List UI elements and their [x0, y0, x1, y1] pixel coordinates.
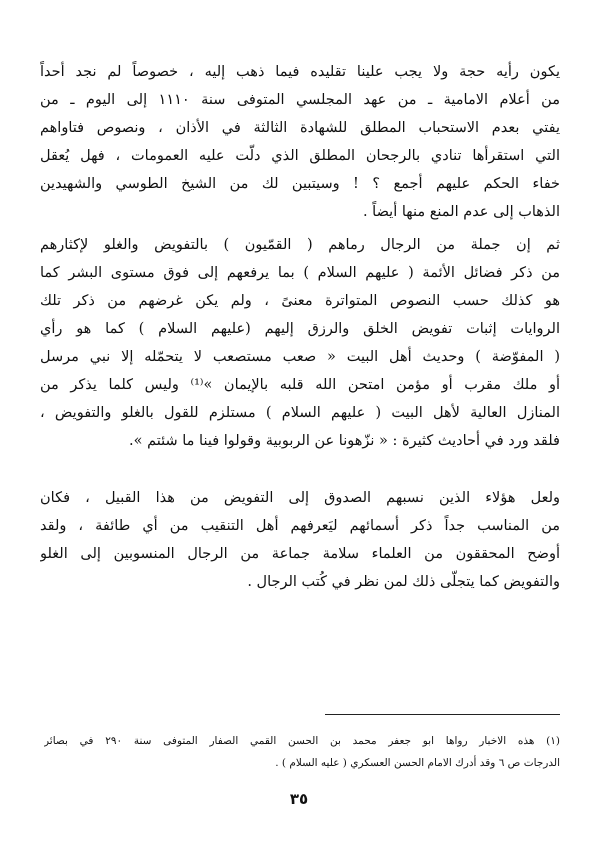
text-line: ( المفوّضة ) وحديث أهل البيت « صعب مستصعب لا يتحمّله إلا نبي مرسل: [40, 349, 560, 365]
text-line: أوضح المحققون من العلماء سلامة جماعة من الرجال المنسوبين إلى الغلو: [40, 546, 560, 562]
text-line: من أعلام الامامية ـ من عهد المجلسي المتوفى سنة ١١١٠ إلى اليوم ـ من: [40, 92, 560, 108]
text-line: الذهاب إلى عدم المنع منها أيضاً .: [362, 204, 560, 220]
text-line: خفاء الحكم عليهم أجمع ؟ ! وسيتبين لك من الشيخ الطوسي والشهيدين: [40, 176, 560, 192]
footnote-line: (١) هذه الاخبار رواها ابو جعفر محمد بن الحسن القمي الصفار المتوفى سنة ٢٩٠ في بصائر: [44, 735, 560, 747]
text-line: هو كذلك حسب النصوص المتواترة معنىً ، ولم يكن غرضهم من ذكر تلك: [40, 293, 560, 309]
page-number: ٣٥: [289, 790, 309, 808]
text-line: يفتي بعدم الاستحباب المطلق للشهادة الثالثة في الأذان ، ونصوص فتاواهم: [40, 120, 560, 136]
footnote: [44, 730, 560, 774]
paragraph-1: [40, 58, 560, 226]
paragraph-3: [40, 484, 560, 596]
text-line: فلقد ورد في أحاديث كثيرة : « نزّهونا عن الربوبية وقولوا فينا ما شئتم ».: [129, 433, 560, 449]
text-line: من المناسب جداً ذكر أسمائهم ليَعرفهم أهل التنقيب من أي طائفة ، ولقد: [40, 518, 560, 534]
text-line: ثم إن جملة من الرجال رماهم ( القمّيون ) بالتفويض والغلو لإكثارهم: [40, 237, 560, 253]
paragraph-2: [40, 231, 560, 455]
text-line: التي استقرأها تنادي بالرجحان المطلق الذي دلّت عليه العمومات ، فهل يُعقل: [40, 148, 560, 164]
text-line: والتفويض كما يتجلّى ذلك لمن نظر في كُتب الرجال .: [247, 574, 560, 590]
footnote-divider: [325, 714, 560, 715]
text-line: أو ملك مقرب أو مؤمن امتحن الله قلبه بالإيمان »⁽¹⁾ وليس كلما يذكر من: [40, 377, 560, 393]
text-line: المنازل العالية لأهل البيت ( عليهم السلام ) مستلزم للقول بالغلو والتفويض ،: [40, 405, 560, 421]
footnote-line: الدرجات ص ٦ وقد أدرك الامام الحسن العسكري ( عليه السلام ) .: [275, 757, 560, 769]
text-line: الروايات إثبات تفويض الخلق والرزق إليهم (عليهم السلام ) كما هو رأي: [40, 321, 560, 337]
text-line: من ذكر فضائل الأئمة ( عليهم السلام ) بما يرفعهم إلى فوق مستوى البشر كما: [40, 265, 560, 281]
text-line: يكون رأيه حجة ولا يجب علينا تقليده فيما ذهب إليه ، خصوصاً لم نجد أحداً: [40, 64, 560, 80]
text-line: ولعل هؤلاء الذين نسبهم الصدوق إلى التفويض من هذا القبيل ، فكان: [40, 490, 560, 506]
